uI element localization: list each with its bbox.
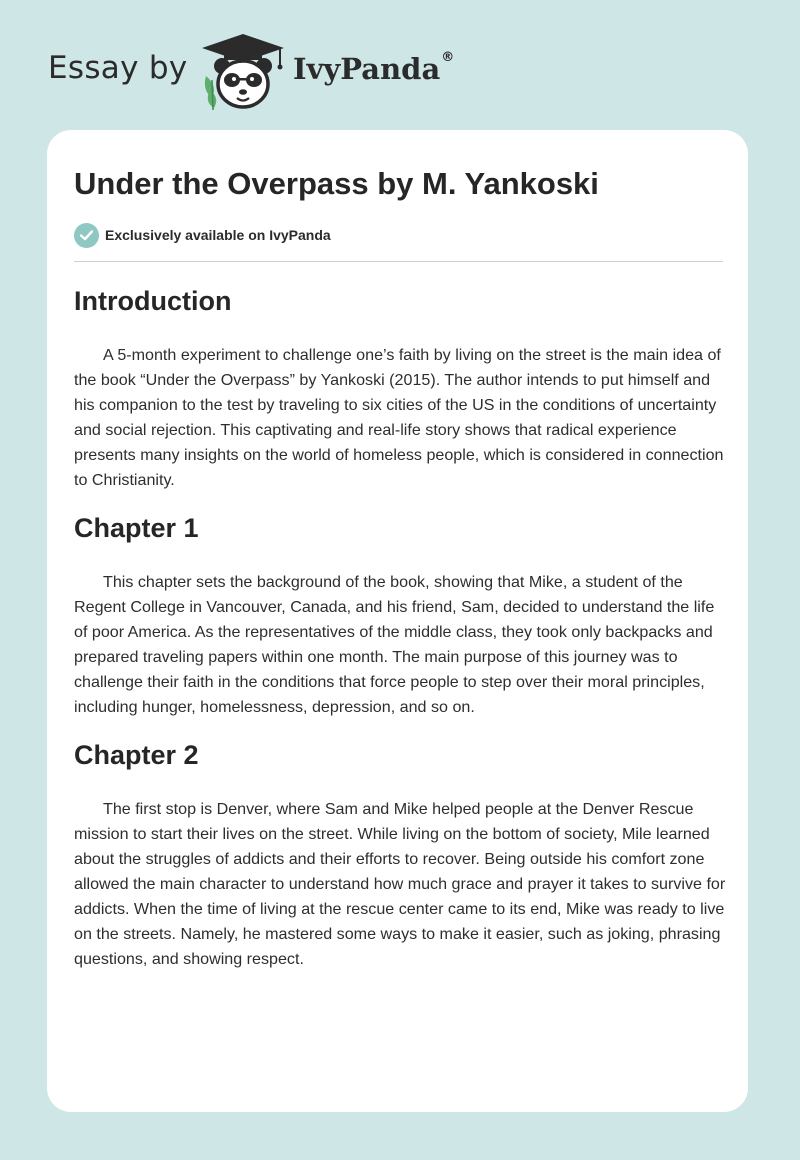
check-circle-icon <box>74 223 99 248</box>
registered-mark: ® <box>441 50 455 65</box>
section-paragraph-chapter-2: The first stop is Denver, where Sam and Mike helped people at the Denver Rescue mission to start their lives on the street. While living on the bottom of society, Mile learned about the struggles of addicts and their efforts to recover. Being outside his comfort zone allowed the main character to understand how much grace and prayer it takes to survive for addicts. When the time of living at the rescue center came to its end, Mike was ready to live on the streets. Namely, he mastered some ways to make it easier, such as joking, phrasing questions, and showing respect. <box>74 800 726 968</box>
panda-logo-icon[interactable] <box>200 32 286 112</box>
section-heading-introduction: Introduction <box>74 286 232 316</box>
site-header <box>0 0 800 128</box>
section-heading-chapter-1: Chapter 1 <box>74 513 199 543</box>
brand-prefix: Essay by <box>48 50 188 86</box>
exclusive-label: Exclusively available on IvyPanda <box>105 227 331 243</box>
divider <box>74 261 723 262</box>
section-heading-chapter-2: Chapter 2 <box>74 740 199 770</box>
page-title: Under the Overpass by M. Yankoski <box>74 166 599 201</box>
exclusive-badge <box>74 222 331 248</box>
section-paragraph-introduction: A 5-month experiment to challenge one’s faith by living on the street is the main idea of the book “Under the Overpass” by Yankoski (2015). The author intends to put himself and his companion to the test by traveling to six cities of the US in the conditions of uncertainty and social rejection. This captivating and real-life story shows that radical experience presents many insights on the world of homeless people, which is considered in connection to Christianity. <box>74 346 724 489</box>
section-paragraph-chapter-1: This chapter sets the background of the book, showing that Mike, a student of the Regent College in Vancouver, Canada, and his friend, Sam, decided to understand the life of poor America. As the representatives of the middle class, they took only backpacks and prepared traveling papers within one month. The main purpose of this journey was to challenge their faith in the conditions that force people to step over their moral principles, including hunger, homelessness, depression, and so on. <box>74 573 715 716</box>
essay-card <box>47 130 748 1112</box>
brand-name[interactable]: IvyPanda® <box>293 50 455 86</box>
